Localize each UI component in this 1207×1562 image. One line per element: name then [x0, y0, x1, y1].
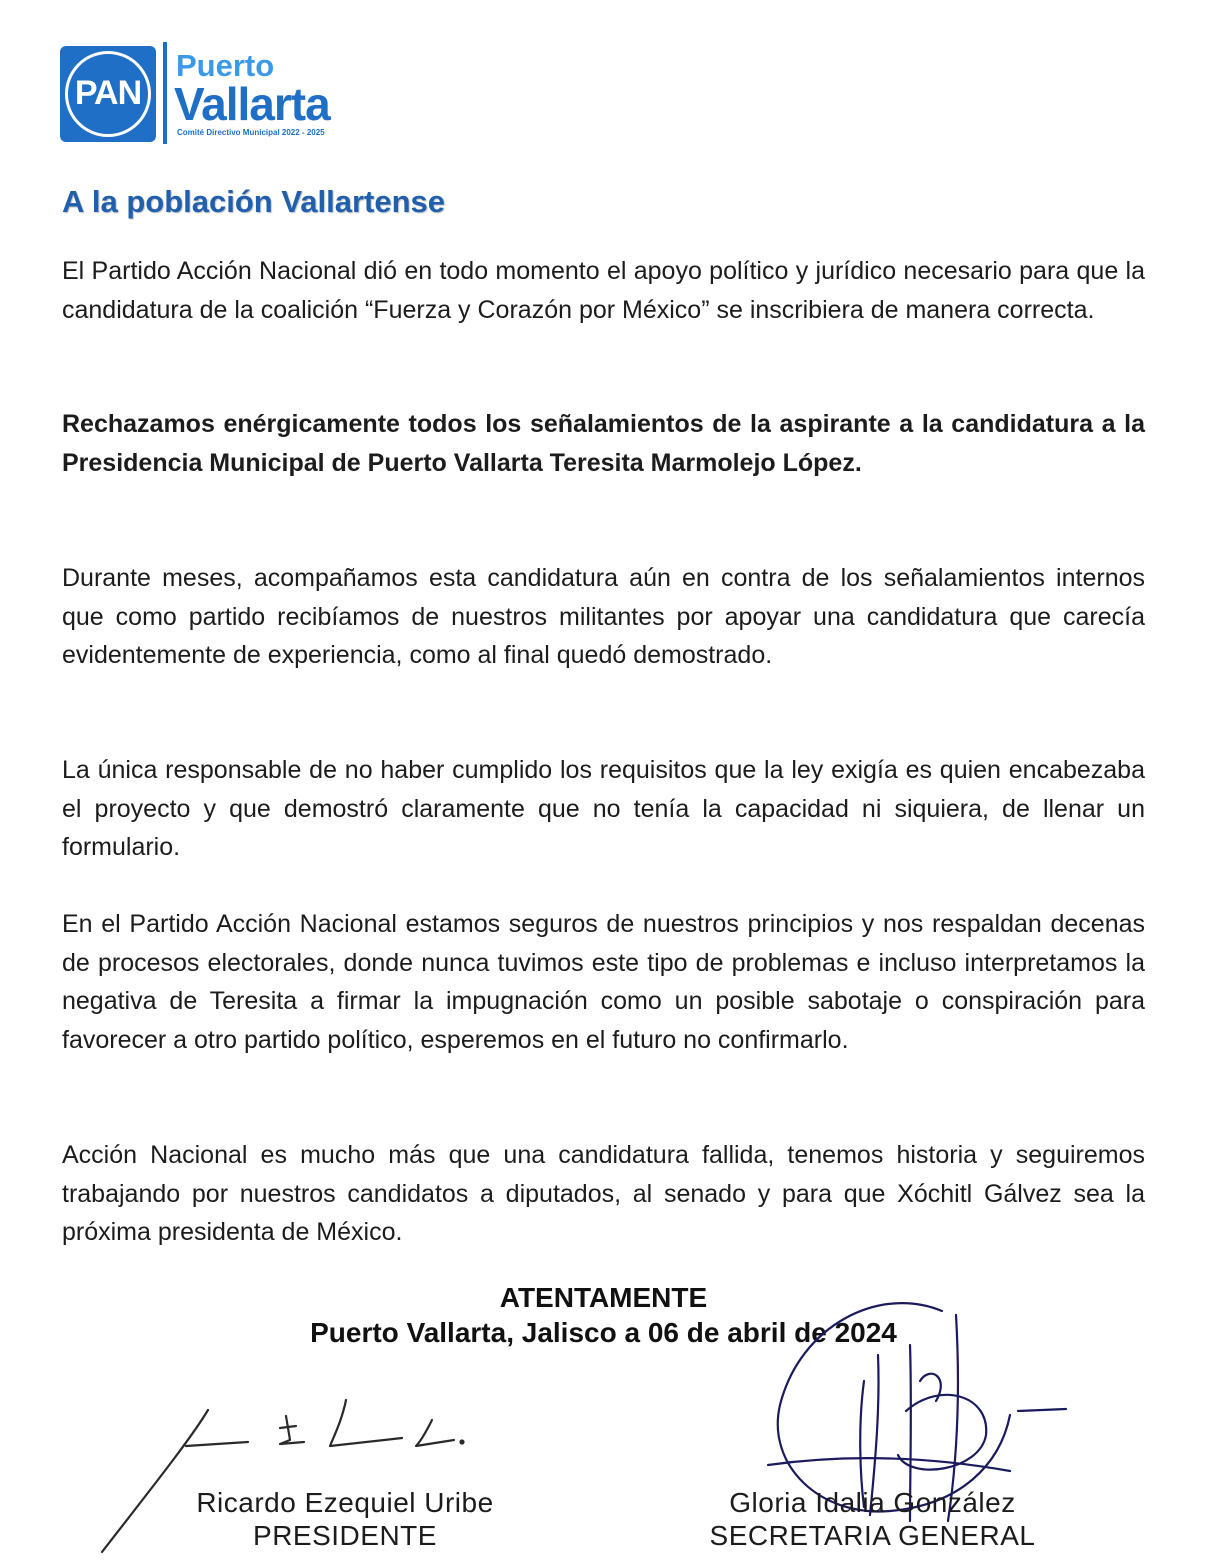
- paragraph-3: Durante meses, acompañamos esta candidatura aún en contra de los señalamientos internos que como partido recibíamos de nuestros militantes por apoyar una candidatura que carecía evidentemente de experiencia, como al final quedó demostrado.: [62, 564, 1145, 670]
- paragraph-2: Rechazamos enérgicamente todos los señalamientos de la aspirante a la candidatura a la Presidencia Municipal de Puerto Vallarta Teresita Marmolejo López.: [62, 410, 1145, 477]
- paragraph-5: En el Partido Acción Nacional estamos seguros de nuestros principios y nos respaldan decenas de procesos electorales, donde nunca tuvimos este tipo de problemas e incluso interpretamos la negativa de Teresita a firmar la impugnación como un posible sabotaje o conspiración para favorecer a otro partido político, esperemos en el futuro no confirmarlo.: [62, 910, 1145, 1054]
- logo-divider: [163, 42, 167, 144]
- paragraph-6: Acción Nacional es mucho más que una candidatura fallida, tenemos historia y seguiremos trabajando por nuestros candidatos a diputados, al senado y para que Xóchitl Gálvez sea la próxima presidenta de México.: [62, 1141, 1145, 1247]
- signatory-1-name: Ricardo Ezequiel Uribe: [196, 1487, 494, 1518]
- logo-city-line2: Vallarta: [174, 78, 330, 130]
- logo-subtitle: Comité Directivo Municipal 2022 - 2025: [177, 128, 325, 137]
- logo-city-line1: Puerto: [176, 48, 275, 83]
- signatory-2-role: SECRETARIA GENERAL: [709, 1520, 1036, 1551]
- place-date: Puerto Vallarta, Jalisco a 06 de abril de 2024: [310, 1317, 897, 1348]
- closing-atentamente: ATENTAMENTE: [499, 1282, 708, 1313]
- signatory-1-role: PRESIDENTE: [253, 1520, 437, 1551]
- paragraph-4: La única responsable de no haber cumplido los requisitos que la ley exigía es quien encabezaba el proyecto y que demostró claramente que no tenía la capacidad ni siquiera, de llenar un formulario.: [62, 756, 1145, 862]
- emblem-text: PAN: [74, 74, 142, 112]
- paragraph-1: El Partido Acción Nacional dió en todo momento el apoyo político y jurídico necesario para que la candidatura de la coalición “Fuerza y Corazón por México” se inscribiera de manera correcta.: [62, 257, 1145, 324]
- pan-emblem: [60, 46, 156, 142]
- pan-puerto-vallarta-logo: [60, 42, 360, 146]
- document-title: A la población Vallartense: [62, 184, 446, 219]
- signatory-2-name: Gloria Idalia González: [729, 1487, 1016, 1518]
